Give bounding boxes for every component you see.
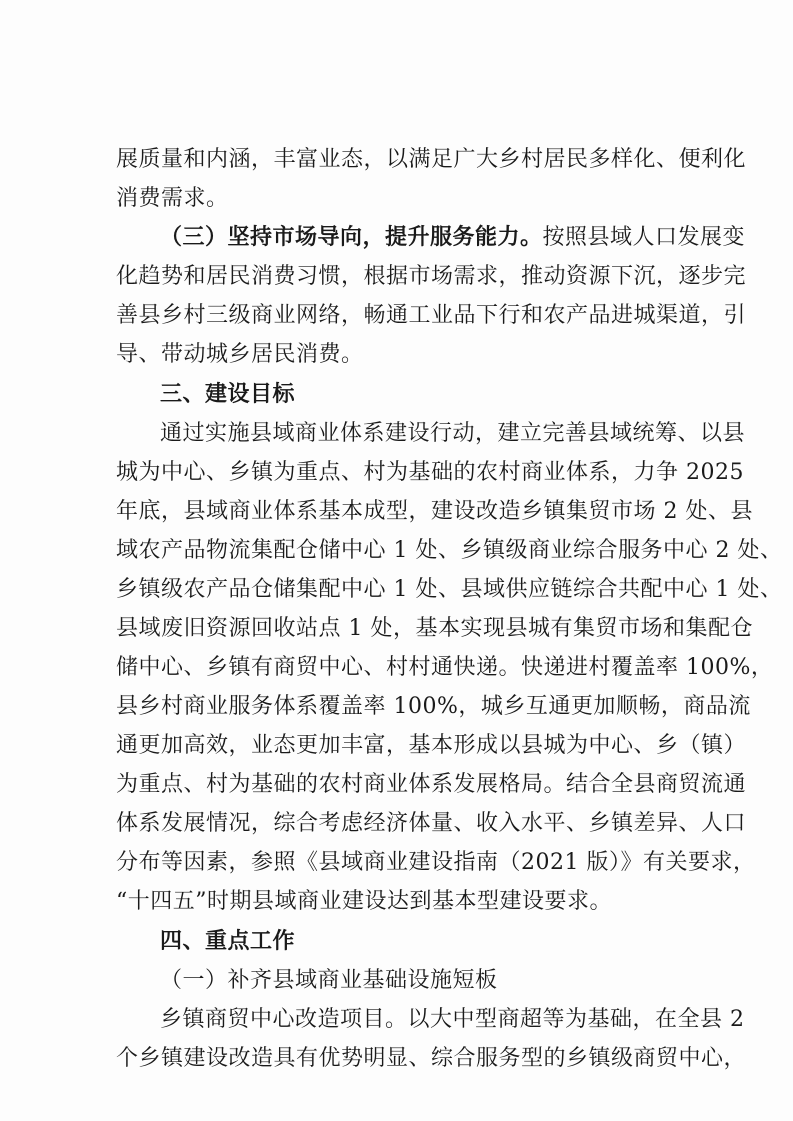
section-lead: （三）坚持市场导向，提升服务能力。 <box>160 225 543 250</box>
text-line: 乡镇级农产品仓储集配中心 1 处、县域供应链综合共配中心 1 处、 <box>116 577 783 602</box>
text-line: 县域废旧资源回收站点 1 处，基本实现县城有集贸市场和集配仓 <box>116 616 753 641</box>
text-line: 通更加高效，业态更加丰富，基本形成以县城为中心、乡（镇） <box>116 733 747 758</box>
text-line: 善县乡村三级商业网络，畅通工业品下行和农产品进城渠道，引 <box>116 303 747 328</box>
text-line: 乡镇商贸中心改造项目。以大中型商超等为基础，在全县 2 <box>160 1007 745 1032</box>
text-line: 体系发展情况，综合考虑经济体量、收入水平、乡镇差异、人口 <box>116 811 747 836</box>
text-line: 通过实施县域商业体系建设行动，建立完善县域统筹、以县 <box>160 421 746 446</box>
text-line <box>160 221 746 255</box>
subsection-heading: （一）补齐县域商业基础设施短板 <box>160 968 498 993</box>
text-line: 消费需求。 <box>116 186 229 211</box>
section-heading: 四、重点工作 <box>160 929 296 954</box>
section-heading: 三、建设目标 <box>160 382 296 407</box>
text-line: 分布等因素，参照《县域商业建设指南（2021 版）》有关要求， <box>116 850 756 875</box>
text-line: 展质量和内涵，丰富业态，以满足广大乡村居民多样化、便利化 <box>116 147 747 172</box>
text-line: “十四五”时期县域商业建设达到基本型建设要求。 <box>116 889 612 914</box>
text-span: 按照县域人口发展变 <box>542 225 746 250</box>
text-line: 储中心、乡镇有商贸中心、村村通快递。快递进村覆盖率 100%， <box>116 655 774 680</box>
text-line: 年底，县域商业体系基本成型，建设改造乡镇集贸市场 2 处、县 <box>116 499 753 524</box>
text-line: 城为中心、乡镇为重点、村为基础的农村商业体系，力争 2025 <box>116 460 744 485</box>
text-line: 化趋势和居民消费习惯，根据市场需求，推动资源下沉，逐步完 <box>116 264 747 289</box>
text-line: 为重点、村为基础的农村商业体系发展格局。结合全县商贸流通 <box>116 772 747 797</box>
text-line: 域农产品物流集配仓储中心 1 处、乡镇级商业综合服务中心 2 处、 <box>116 538 783 563</box>
text-line: 导、带动城乡居民消费。 <box>116 342 364 367</box>
text-line: 县乡村商业服务体系覆盖率 100%，城乡互通更加顺畅，商品流 <box>116 694 751 719</box>
text-line: 个乡镇建设改造具有优势明显、综合服务型的乡镇级商贸中心， <box>116 1046 747 1071</box>
